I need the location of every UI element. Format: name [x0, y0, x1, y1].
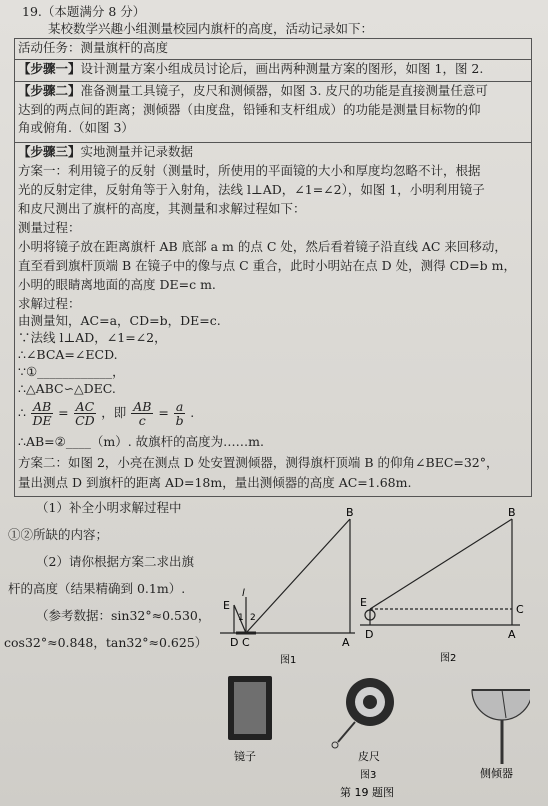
label-c: C	[242, 636, 250, 649]
step1-tag: 【步骤一】	[18, 61, 81, 76]
period: .	[190, 405, 195, 420]
clinometer-illustration	[472, 690, 530, 764]
label-b: B	[508, 506, 516, 519]
label-angle-2: 2	[250, 613, 256, 623]
tape-measure-label: 皮尺	[358, 750, 380, 763]
namely-text: ，即	[101, 405, 127, 420]
activity-task: 活动任务：测量旗杆的高度	[18, 40, 169, 55]
step3-row	[18, 144, 193, 160]
solution-title: 求解过程：	[18, 296, 81, 311]
reference-line2: cos32°≈0.848，tan32°≈0.625）	[4, 635, 208, 650]
fraction-numerator: AB	[133, 399, 152, 414]
step2-line3: 角或俯角.（如图 3）	[18, 120, 134, 135]
step3-tag: 【步骤三】	[18, 144, 81, 159]
fraction-numerator: AB	[32, 399, 52, 414]
figure-1-caption: 图1	[280, 655, 297, 665]
figure-3-diagram	[210, 672, 530, 804]
solution-line3: ∴∠BCA=∠ECD.	[18, 347, 118, 362]
figure-1-diagram	[220, 505, 360, 665]
step2-row	[18, 83, 488, 99]
plan1-line1: 方案一：利用镜子的反射（测量时，所使用的平面镜的大小和厚度均忽略不计，根据	[18, 163, 481, 178]
clinometer-label: 侧倾器	[480, 767, 513, 780]
measure-process-title: 测量过程：	[18, 220, 81, 235]
solution-line1: 由测量知，AC=a，CD=b，DE=c.	[18, 313, 221, 328]
plan1-line3: 和皮尺测出了旗杆的高度，其测量和求解过程如下：	[18, 201, 306, 216]
step2-line2: 达到的两点间的距离；测倾器（由度盘，铅锤和支杆组成）的功能是测量目标物的仰	[18, 102, 481, 117]
fraction-denominator: CD	[75, 413, 95, 428]
label-d: D	[230, 636, 239, 649]
question2-line1: （2）请你根据方案二求出旗	[36, 554, 194, 569]
measure-process-line3: 小明的眼睛离地面的高度 DE=c m.	[18, 277, 216, 292]
step1-text: 设计测量方案小组成员讨论后，画出两种测量方案的图形，如图 1，图 2.	[80, 61, 484, 76]
solution-line4: ∵①____________，	[18, 364, 125, 379]
plan2-line2: 量出测点 D 到旗杆的距离 AD=18m，量出测倾器的高度 AC=1.68m.	[18, 475, 412, 490]
solution-line7: ∴AB=②____（m）. 故旗杆的高度为……m.	[18, 434, 264, 449]
therefore-symbol: ∴	[18, 405, 26, 420]
label-a: A	[342, 636, 350, 649]
fraction-denominator: b	[175, 413, 184, 428]
figure-3-caption: 图3	[360, 770, 377, 781]
label-e: E	[223, 599, 230, 612]
fraction-ab-de	[31, 400, 53, 427]
label-a: A	[508, 628, 516, 641]
problem-intro: 某校数学兴趣小组测量校园内旗杆的高度，活动记录如下：	[48, 21, 374, 36]
label-angle-1: 1	[238, 613, 244, 623]
reference-line1: （参考数据：sin32°≈0.530，	[36, 608, 211, 623]
solution-line5: ∴△ABC∽△DEC.	[18, 381, 116, 396]
figure-2-caption: 图2	[440, 653, 457, 664]
sight-line-eb	[370, 519, 512, 609]
equals-sign: =	[158, 405, 169, 420]
question1-line1: （1）补全小明求解过程中	[36, 500, 182, 515]
fraction-numerator: AC	[75, 399, 95, 414]
fraction-numerator: a	[175, 399, 184, 414]
measure-process-line1: 小明将镜子放在距离旗杆 AB 底部 a m 的点 C 处，然后看着镜子沿直线 AC 来回移动，	[18, 239, 507, 254]
question2-line2: 杆的高度（结果精确到 0.1m）.	[8, 581, 186, 596]
fraction-ac-cd	[74, 400, 97, 427]
fraction-ab-c	[131, 400, 153, 427]
plan2-line1: 方案二：如图 2，小亮在测点 D 处安置测倾器，测得旗杆顶端 B 的仰角∠BEC=32°，	[18, 455, 499, 470]
figure-2-diagram	[360, 505, 535, 665]
mirror-label: 镜子	[234, 750, 256, 763]
plan1-line2: 光的反射定律，反射角等于入射角，法线 l⊥AD，∠1=∠2），如图 1，小明利用镜子	[18, 182, 485, 197]
solution-line2: ∵法线 l⊥AD，∠1=∠2，	[18, 330, 167, 345]
mirror-illustration	[228, 676, 272, 740]
question1-line2: ①②所缺的内容；	[8, 527, 109, 542]
label-l: l	[242, 588, 245, 599]
fraction-denominator: DE	[32, 413, 52, 428]
figure-footer: 第 19 题图	[340, 786, 394, 799]
label-d: D	[365, 628, 374, 641]
step2-line1: 准备测量工具镜子，皮尺和测倾器，如图 3. 皮尺的功能是直接测量任意可	[80, 83, 488, 98]
fraction-denominator: c	[138, 413, 146, 428]
equals-sign: =	[58, 405, 69, 420]
label-b: B	[346, 506, 354, 519]
tape-measure-illustration	[332, 678, 394, 748]
ray-bc	[246, 519, 350, 633]
fraction-a-b	[174, 400, 185, 427]
measure-process-line2: 直至看到旗杆顶端 B 在镜子中的像与点 C 重合，此时小明站在点 D 处，测得 CD=b m，	[18, 258, 516, 273]
step2-tag: 【步骤二】	[18, 83, 81, 98]
step3-text: 实地测量并记录数据	[80, 144, 194, 159]
solution-line6	[18, 398, 194, 428]
label-c: C	[516, 603, 524, 616]
problem-header: 19.（本题满分 8 分）	[22, 4, 146, 19]
step1-row	[18, 61, 483, 77]
label-e: E	[360, 596, 367, 609]
